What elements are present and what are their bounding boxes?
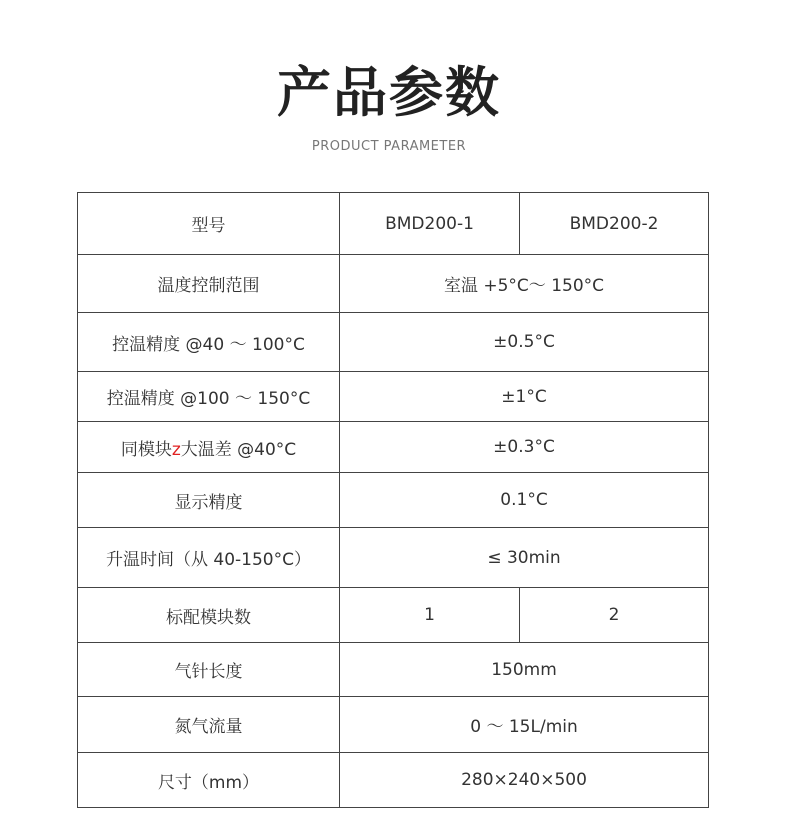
row-label-part: 同模块 [120, 439, 172, 460]
row-label: 氮气流量 [78, 697, 340, 753]
row-label: 控温精度 @100 ～ 150°C [78, 372, 340, 422]
row-value: 室温 +5°C～ 150°C [340, 255, 709, 313]
row-value: ±0.5°C [340, 313, 709, 372]
module-count-1: 1 [340, 588, 520, 643]
page-title: 产品参数 [277, 61, 501, 124]
row-value: ±1°C [340, 372, 709, 422]
row-label: 气针长度 [78, 643, 340, 697]
row-value: ≤ 30min [340, 528, 709, 588]
page-subtitle: PRODUCT PARAMETER [311, 139, 467, 154]
row-label-mark: z [171, 439, 181, 460]
table-row-display-accuracy [78, 473, 709, 528]
row-value: 150mm [340, 643, 709, 697]
row-label: 显示精度 [78, 473, 340, 528]
table-row-accuracy-40-100 [78, 313, 709, 372]
row-label: 尺寸（mm） [78, 753, 340, 808]
row-label: 温度控制范围 [78, 255, 340, 313]
table-row-module-count [78, 588, 709, 643]
table-row-heating-time [78, 528, 709, 588]
row-label: 升温时间（从 40-150°C） [78, 528, 340, 588]
row-label: 标配模块数 [78, 588, 340, 643]
row-label [78, 422, 340, 473]
module-count-2: 2 [520, 588, 709, 643]
table-row-needle-length [78, 643, 709, 697]
row-label-part: 大温差 @40°C [180, 439, 297, 460]
table-row-module-diff [78, 422, 709, 473]
row-value: ±0.3°C [340, 422, 709, 473]
table-row-accuracy-100-150 [78, 372, 709, 422]
row-label: 型号 [78, 193, 340, 255]
table-row-dimensions [78, 753, 709, 808]
model-value-1: BMD200-1 [340, 193, 520, 255]
table-row-model [78, 193, 709, 255]
row-value: 280×240×500 [340, 753, 709, 808]
row-label: 控温精度 @40 ～ 100°C [78, 313, 340, 372]
table-row-temp-range [78, 255, 709, 313]
table-row-nitrogen-flow [78, 697, 709, 753]
row-value: 0 ～ 15L/min [340, 697, 709, 753]
row-value: 0.1°C [340, 473, 709, 528]
parameter-table [77, 192, 709, 808]
model-value-2: BMD200-2 [520, 193, 709, 255]
